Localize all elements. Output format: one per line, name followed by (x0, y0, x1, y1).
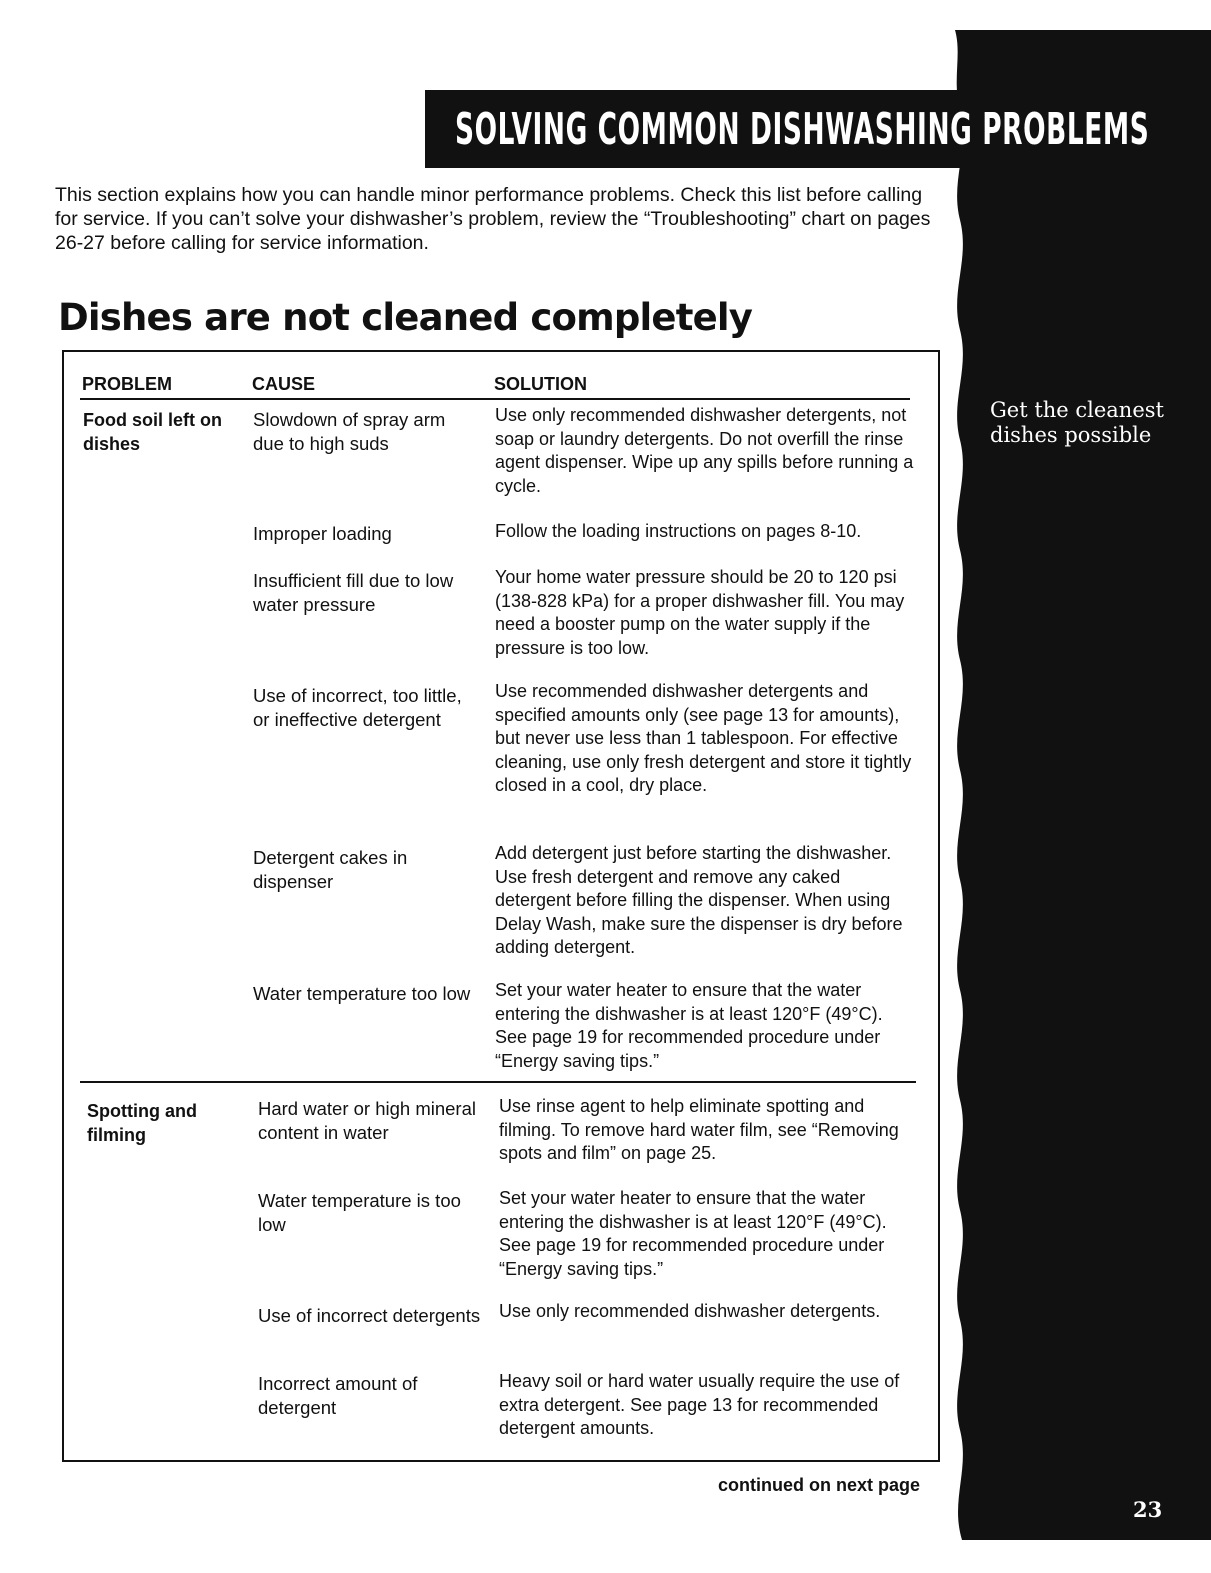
solution-cell: Set your water heater to ensure that the water entering the dishwasher is at least 120°F (49°C). See page 19 for recommended procedure under “Energy saving tips.” (495, 980, 883, 1071)
solution-cell: Use rinse agent to help eliminate spotting and filming. To remove hard water film, see “Removing spots and film” on page 25. (499, 1096, 899, 1163)
cause-cell: Insufficient fill due to low water pressure (253, 570, 454, 615)
header-divider (80, 398, 910, 400)
page-title-banner (425, 90, 1181, 168)
section-divider (80, 1081, 916, 1083)
solution-cell: Use recommended dishwasher detergents and specified amounts only (see page 13 for amounts), but never use less than 1 tablespoon. For effective cleaning, use only fresh detergent and store it tightly closed in a cool, dry place. (495, 681, 912, 795)
cause-cell: Use of incorrect detergents (258, 1305, 481, 1326)
section-heading: Dishes are not cleaned completely (58, 296, 753, 339)
sidebar-callout: Get the cleanest dishes possible (990, 398, 1164, 447)
solution-cell: Use only recommended dishwasher detergents, not soap or laundry detergents. Do not overfill the rinse agent dispenser. Wipe up any spills before running a cycle. (495, 405, 914, 496)
black-side-band (940, 0, 1211, 1573)
solution-cell: Follow the loading instructions on pages 8-10. (495, 521, 862, 541)
problem-spotting-filming: Spotting and filming (87, 1101, 197, 1145)
cause-cell: Water temperature is too low (258, 1190, 461, 1235)
problem-food-soil: Food soil left on dishes (83, 410, 222, 454)
cause-cell: Detergent cakes in dispenser (253, 847, 408, 892)
header-solution: SOLUTION (494, 374, 587, 394)
cause-cell: Use of incorrect, too little, or ineffective detergent (253, 685, 462, 730)
header-cause: CAUSE (252, 374, 316, 394)
cause-cell: Water temperature too low (253, 983, 471, 1004)
cause-cell: Hard water or high mineral content in water (258, 1098, 476, 1143)
cause-cell: Incorrect amount of detergent (258, 1373, 418, 1418)
solution-cell: Add detergent just before starting the dishwasher. Use fresh detergent and remove any caked detergent before filling the dispenser. When using Delay Wash, make sure the dispenser is dry before adding detergent. (495, 843, 903, 957)
cause-cell: Improper loading (253, 523, 392, 544)
intro-paragraph: This section explains how you can handle minor performance problems. Check this list before calling for service. If you can’t solve your dishwasher’s problem, review the “Troubleshooting” chart on pages 26-27 before calling for service information. (55, 184, 931, 254)
page-number: 23 (1133, 1497, 1163, 1522)
solution-cell: Use only recommended dishwasher detergents. (499, 1301, 881, 1321)
page-title: SOLVING COMMON DISHWASHING PROBLEMS (455, 103, 1150, 155)
solution-cell: Set your water heater to ensure that the water entering the dishwasher is at least 120°F (49°C). See page 19 for recommended procedure under “Energy saving tips.” (499, 1188, 887, 1279)
continued-note: continued on next page (718, 1475, 921, 1495)
header-problem: PROBLEM (82, 374, 172, 394)
solution-cell: Heavy soil or hard water usually require the use of extra detergent. See page 13 for recommended detergent amounts. (499, 1371, 900, 1438)
cause-cell: Slowdown of spray arm due to high suds (253, 409, 446, 454)
solution-cell: Your home water pressure should be 20 to 120 psi (138-828 kPa) for a proper dishwasher fill. You may need a booster pump on the water supply if the pressure is too low. (495, 567, 905, 658)
